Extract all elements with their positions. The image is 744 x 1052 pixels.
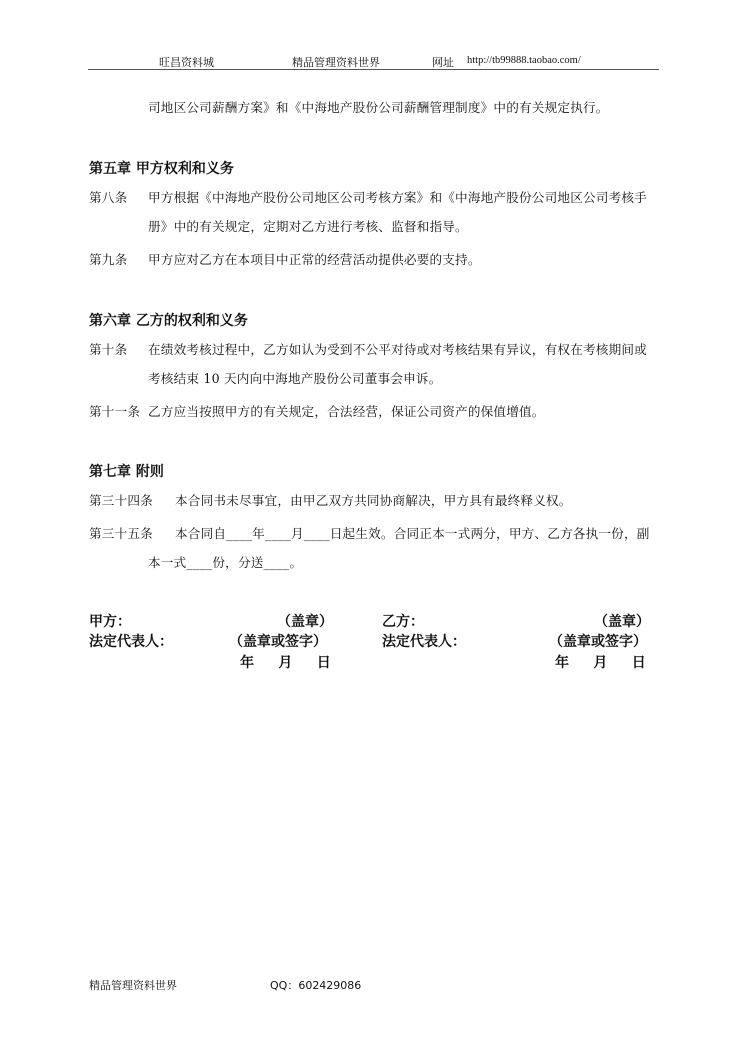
article-10-line-1: 在绩效考核过程中，乙方如认为受到不公平对待或对考核结果有异议，有权在考核期间或 bbox=[148, 342, 647, 357]
party-b-date: 年 月 日 bbox=[555, 655, 646, 671]
header-left: 旺昌资料城 bbox=[159, 56, 214, 69]
article-34-number: 第三十四条 bbox=[89, 493, 153, 508]
party-b-seal: （盖章） bbox=[594, 614, 650, 630]
article-9-line-1: 甲方应对乙方在本项目中正常的经营活动提供必要的支持。 bbox=[148, 252, 481, 267]
header-url-label: 网址 bbox=[432, 56, 454, 69]
article-8-line-2: 册》中的有关规定，定期对乙方进行考核、监督和指导。 bbox=[148, 219, 468, 234]
article-34-line-1: 本合同书未尽事宜，由甲乙双方共同协商解决，甲方具有最终释义权。 bbox=[175, 493, 572, 508]
article-8-number: 第八条 bbox=[89, 190, 128, 205]
article-11-number: 第十一条 bbox=[89, 404, 141, 419]
article-35-line-1: 本合同自____年____月____日起生效。合同正本一式两分，甲方、乙方各执一份，副 bbox=[175, 526, 650, 541]
header-url[interactable]: http://tb99888.taobao.com/ bbox=[467, 55, 581, 66]
party-b-label: 乙方： bbox=[382, 614, 424, 630]
chapter-7-title: 第七章 附则 bbox=[89, 464, 164, 480]
continuation-text: 司地区公司薪酬方案》和《中海地产股份公司薪酬管理制度》中的有关规定执行。 bbox=[148, 100, 609, 115]
party-a-representative-label: 法定代表人： bbox=[89, 634, 173, 650]
article-10-line-2: 考核结束 10 天内向中海地产股份公司董事会申诉。 bbox=[148, 371, 442, 386]
article-35-line-2: 本一式____份，分送____。 bbox=[148, 555, 303, 570]
footer-left: 精品管理资料世界 bbox=[89, 979, 177, 992]
header-center: 精品管理资料世界 bbox=[292, 56, 380, 69]
party-b-representative-seal: （盖章或签字） bbox=[549, 634, 647, 650]
party-a-date: 年 月 日 bbox=[240, 655, 331, 671]
party-a-representative-seal: （盖章或签字） bbox=[229, 634, 327, 650]
chapter-6-title: 第六章 乙方的权利和义务 bbox=[89, 313, 248, 329]
article-11-line-1: 乙方应当按照甲方的有关规定，合法经营，保证公司资产的保值增值。 bbox=[148, 404, 545, 419]
header-rule bbox=[88, 69, 659, 70]
footer-qq: QQ：602429086 bbox=[270, 979, 362, 992]
article-8-line-1: 甲方根据《中海地产股份公司地区公司考核方案》和《中海地产股份公司地区公司考核手 bbox=[148, 190, 647, 205]
party-a-label: 甲方： bbox=[89, 614, 131, 630]
article-9-number: 第九条 bbox=[89, 252, 128, 267]
article-35-number: 第三十五条 bbox=[89, 526, 153, 541]
chapter-5-title: 第五章 甲方权利和义务 bbox=[89, 161, 234, 177]
article-10-number: 第十条 bbox=[89, 342, 128, 357]
party-b-representative-label: 法定代表人： bbox=[382, 634, 466, 650]
party-a-seal: （盖章） bbox=[277, 614, 333, 630]
